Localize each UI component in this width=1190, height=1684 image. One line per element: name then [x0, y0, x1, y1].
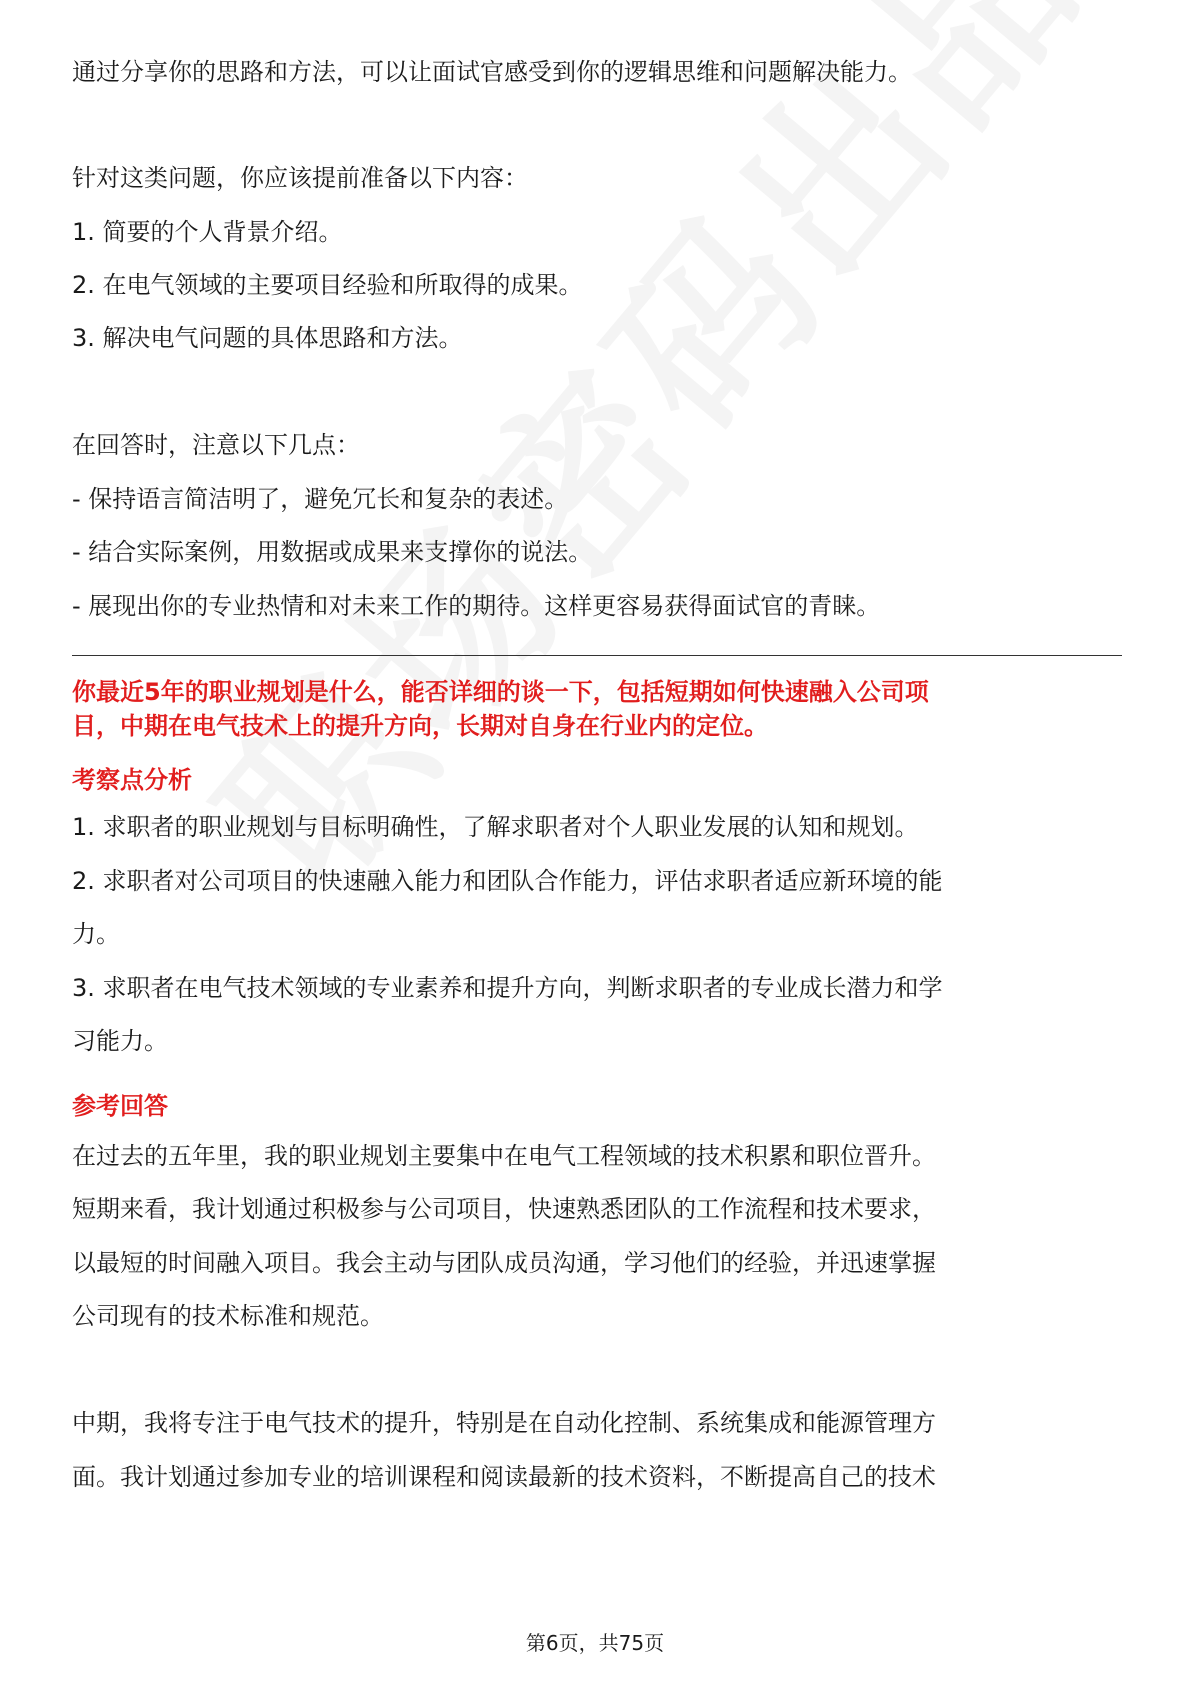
- question-line: 你最近5年的职业规划是什么，能否详细的谈一下，包括短期如何快速融入公司项: [72, 678, 929, 706]
- answer-line: 在过去的五年里，我的职业规划主要集中在电气工程领域的技术积累和职位晋升。: [72, 1142, 936, 1170]
- answer-line: 中期，我将专注于电气技术的提升，特别是在自动化控制、系统集成和能源管理方: [72, 1409, 936, 1437]
- answer-line: 公司现有的技术标准和规范。: [72, 1302, 384, 1330]
- page-number: 第6页，共75页: [525, 1631, 665, 1655]
- analysis-line: 力。: [72, 920, 120, 948]
- analysis-line: 2. 求职者对公司项目的快速融入能力和团队合作能力，评估求职者适应新环境的能: [72, 867, 943, 895]
- notes-item: - 结合实际案例，用数据或成果来支撑你的说法。: [72, 538, 593, 566]
- analysis-line: 习能力。: [72, 1027, 168, 1055]
- section-divider: [72, 655, 1122, 656]
- intro-paragraph: 通过分享你的思路和方法，可以让面试官感受到你的逻辑思维和问题解决能力。: [72, 58, 912, 86]
- prep-title: 针对这类问题，你应该提前准备以下内容：: [72, 164, 528, 192]
- question-line: 目，中期在电气技术上的提升方向，长期对自身在行业内的定位。: [72, 712, 768, 740]
- prep-item: 3. 解决电气问题的具体思路和方法。: [72, 324, 463, 352]
- watermark: [150, 0, 1002, 935]
- answer-line: 面。我计划通过参加专业的培训课程和阅读最新的技术资料，不断提高自己的技术: [72, 1463, 936, 1491]
- analysis-heading: 考察点分析: [72, 766, 192, 794]
- prep-item: 2. 在电气领域的主要项目经验和所取得的成果。: [72, 271, 583, 299]
- analysis-line: 3. 求职者在电气技术领域的专业素养和提升方向，判断求职者的专业成长潜力和学: [72, 974, 943, 1002]
- answer-line: 以最短的时间融入项目。我会主动与团队成员沟通，学习他们的经验，并迅速掌握: [72, 1249, 936, 1277]
- answer-heading: 参考回答: [72, 1092, 168, 1120]
- notes-item: - 展现出你的专业热情和对未来工作的期待。这样更容易获得面试官的青睐。: [72, 592, 881, 620]
- notes-title: 在回答时，注意以下几点：: [72, 431, 360, 459]
- analysis-line: 1. 求职者的职业规划与目标明确性，了解求职者对个人职业发展的认知和规划。: [72, 813, 919, 841]
- answer-line: 短期来看，我计划通过积极参与公司项目，快速熟悉团队的工作流程和技术要求，: [72, 1195, 936, 1223]
- notes-item: - 保持语言简洁明了，避免冗长和复杂的表述。: [72, 485, 569, 513]
- prep-item: 1. 简要的个人背景介绍。: [72, 218, 343, 246]
